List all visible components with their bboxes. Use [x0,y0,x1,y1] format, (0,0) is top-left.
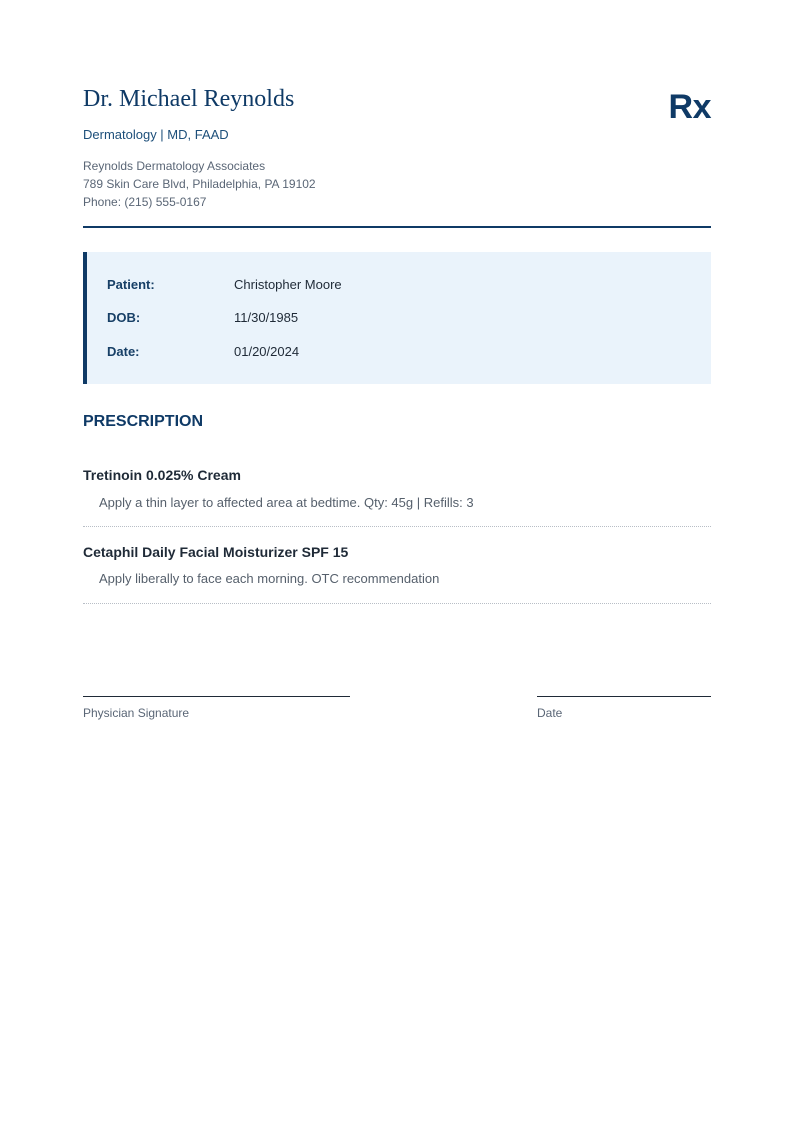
dob-value: 11/30/1985 [234,310,299,325]
practice-name: Reynolds Dermatology Associates [83,159,266,173]
patient-value: Christopher Moore [234,277,342,292]
date-value: 01/20/2024 [234,344,300,359]
patient-info-box [83,252,711,384]
prescription-page [83,0,711,720]
dob-label: DOB: [107,310,141,325]
date-label: Date: [107,344,140,359]
medication-name: Cetaphil Daily Facial Moisturizer SPF 15 [83,544,349,560]
letterhead [83,0,711,228]
patient-label: Patient: [107,277,155,292]
medication-instructions: Apply liberally to face each morning. OTC recommendation [99,571,440,586]
medication-instructions: Apply a thin layer to affected area at bedtime. Qty: 45g | Refills: 3 [99,495,474,510]
rx-symbol-icon: Rx [668,88,711,126]
medication-name: Tretinoin 0.025% Cream [83,467,241,483]
practice-info [83,157,316,211]
physician-signature-line [83,696,350,697]
practice-address: 789 Skin Care Blvd, Philadelphia, PA 19102 [83,177,316,191]
physician-signature-label: Physician Signature [83,706,190,720]
prescription-heading: PRESCRIPTION [83,413,204,430]
physician-name: Dr. Michael Reynolds [83,86,295,112]
date-signature-label: Date [537,706,563,720]
medication-item [83,460,711,527]
physician-specialty: Dermatology | MD, FAAD [83,127,229,142]
date-signature-line [537,696,711,697]
medication-item [83,527,711,604]
practice-phone: Phone: (215) 555-0167 [83,195,207,209]
